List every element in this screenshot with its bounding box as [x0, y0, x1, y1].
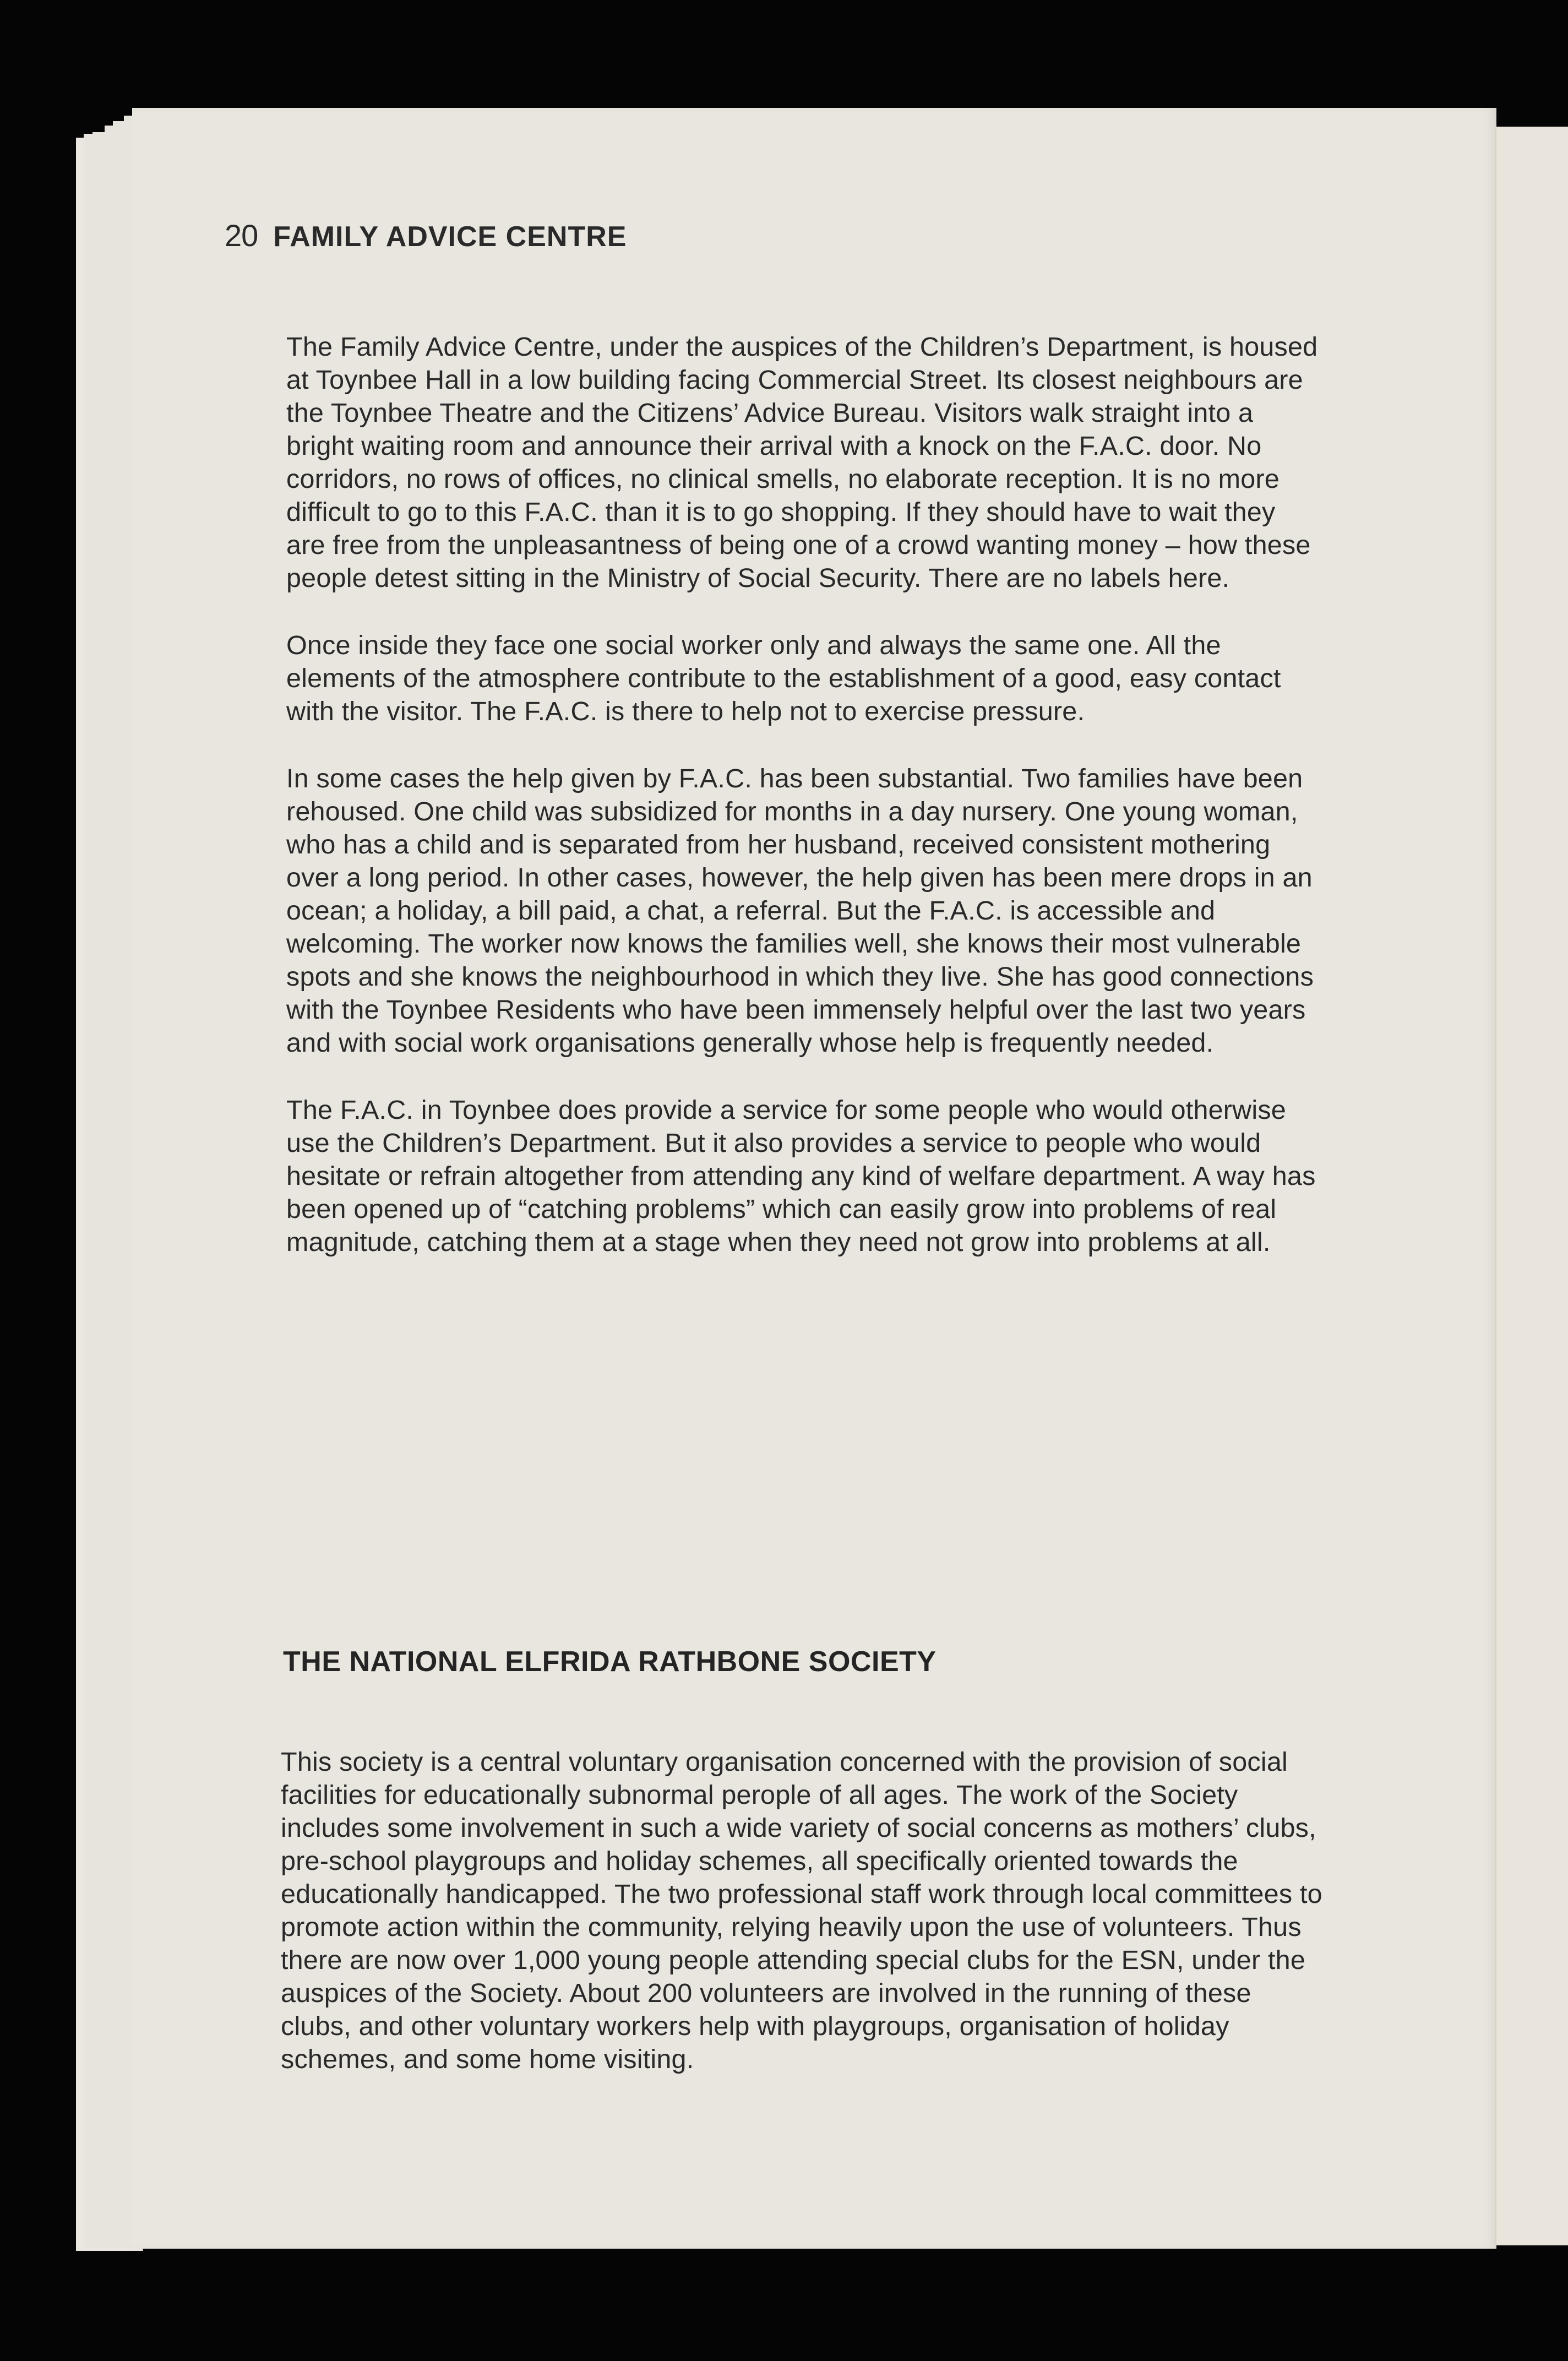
running-head: [225, 217, 627, 253]
paragraph: The F.A.C. in Toynbee does provide a service for some people who would otherwise use the Children’s Department. But it also provides a service to people who would hesitate or refrain altogether from attending any kind of welfare department. A way has been opened up of “catching problems” which can easily grow into problems of real magnitude, catching them at a stage when they need not grow into problems at all.: [286, 1095, 1316, 1257]
society-heading: THE NATIONAL ELFRIDA RATHBONE SOCIETY: [283, 1646, 937, 1678]
facing-page-edge: [1495, 127, 1568, 2245]
family-advice-centre-text: [286, 330, 1321, 1293]
paragraph: In some cases the help given by F.A.C. has been substantial. Two families have been rehoused. One child was subsidized for months in a day nursery. One young woman, who has a child and is separated from her husband, received consistent mothering over a long period. In other cases, however, the help given has been mere drops in an ocean; a holiday, a bill paid, a chat, a referral. But the F.A.C. is accessible and welcoming. The worker now knows the families well, she knows their most vulnerable spots and she knows the neighbourhood in which they live. She has good connections with the Toynbee Residents who have been immensely helpful over the last two years and with social work organisations generally whose help is frequently needed.: [286, 764, 1314, 1058]
page-number: 20: [225, 218, 258, 253]
rathbone-society-text: [281, 1745, 1327, 2110]
section-title: FAMILY ADVICE CENTRE: [273, 221, 627, 253]
paragraph: This society is a central voluntary organisation concerned with the provision of social facilities for educationally subnormal perople of all ages. The work of the Society includes some involvement in such a wide variety of social concerns as mothers’ clubs, pre-school playgroups and holiday schemes, all specifically oriented towards the educationally handicapped. The two professional staff work through local committees to promote action within the community, relying heavily upon the use of volunteers. Thus there are now over 1,000 young people attending special clubs for the ESN, under the auspices of the Society. About 200 volunteers are involved in the running of these clubs, and other voluntary workers help with playgroups, organisation of holiday schemes, and some home visiting.: [281, 1747, 1322, 2074]
paragraph: Once inside they face one social worker only and always the same one. All the elements of the atmosphere contribute to the establishment of a good, easy contact with the visitor. The F.A.C. is there to help not to exercise pressure.: [286, 630, 1281, 726]
paragraph: The Family Advice Centre, under the auspices of the Children’s Department, is housed at Toynbee Hall in a low building facing Commercial Street. Its closest neighbours are the Toynbee Theatre and the Citizens’ Advice Bureau. Visitors walk straight into a bright waiting room and announce their arrival with a knock on the F.A.C. door. No corridors, no rows of offices, no clinical smells, no elaborate reception. It is no more difficult to go to this F.A.C. than it is to go shopping. If they should have to wait they are free from the unpleasantness of being one of a crowd wanting money – how these people detest sitting in the Ministry of Social Security. There are no labels here.: [286, 332, 1318, 593]
